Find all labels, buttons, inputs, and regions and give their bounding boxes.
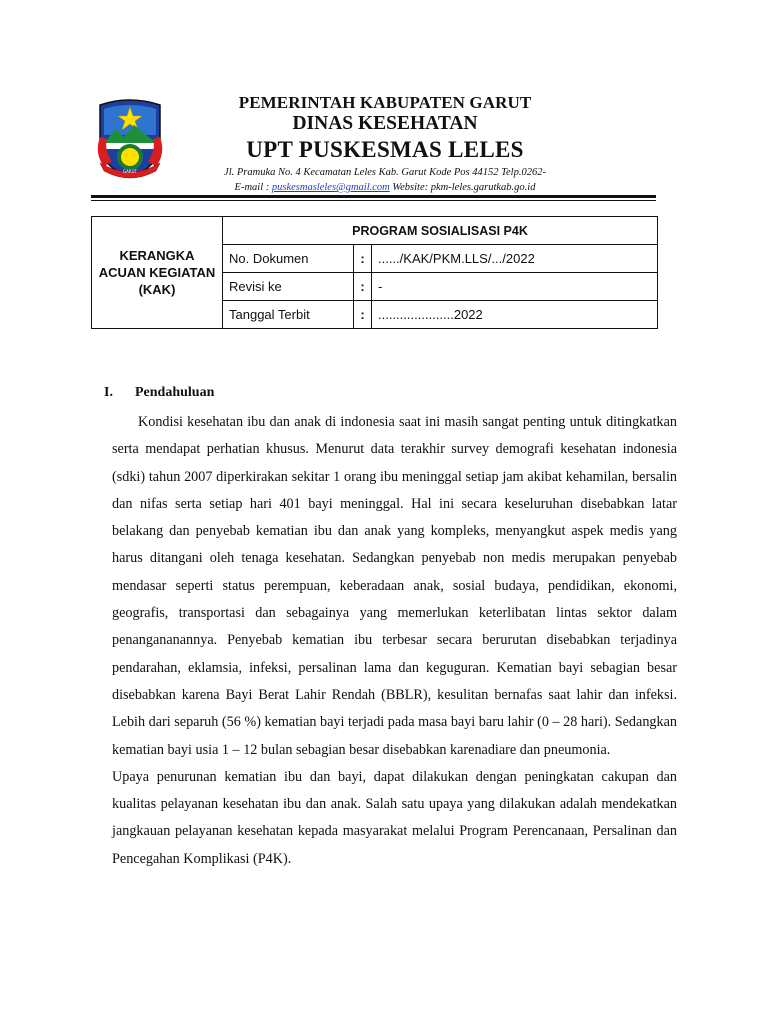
letterhead xyxy=(170,92,600,194)
colon: : xyxy=(354,273,372,301)
section-number: I. xyxy=(104,385,113,400)
paragraph: Kondisi kesehatan ibu dan anak di indonesia saat ini masih sangat penting untuk ditingkatkan serta mendapat perhatian khusus. Menurut data terakhir survey demografi kesehatan indonesia (sdki) tahun 2007 diperkirakan sekitar 1 orang ibu meninggal setiap jam akibat kehamilan, bersalin dan nifas serta setiap hari 401 bayi meninggal. Hal ini secara keseluruhan disebabkan latar belakang dan penyebab kematian ibu dan anak yang kompleks, menyangkut aspek medis yang harus ditangani oleh tenaga kesehatan. Sedangkan penyebab non medis merupakan penyebab mendasar seperti status perempuan, keberadaan anak, sosial budaya, pendidikan, ekonomi, geografis, transportasi dan sebagainya yang memerlukan keterlibatan lintas sektor dalam penangananannya. Penyebab kematian ibu terbesar secara berurutan disebabkan terjadinya pendarahan, eklamsia, infeksi, persalinan lama dan keguguran. Kematian bayi sebagian besar disebabkan karena Bayi Berat Lahir Rendah (BBLR), kesulitan bernafas saat lahir dan infeksi. Lebih dari separuh (56 %) kematian bayi terjadi pada masa bayi baru lahir (0 – 28 hari). Sedangkan kematian bayi usia 1 – 12 bulan sebagian besar disebabkan karenadiare dan pneumonia. xyxy=(112,414,677,758)
government-name: PEMERINTAH KABUPATEN GARUT xyxy=(238,93,532,112)
letterhead-divider-thick xyxy=(91,195,656,198)
agency-name: DINAS KESEHATAN xyxy=(292,113,478,134)
section-title: Pendahuluan xyxy=(135,385,215,400)
paragraph: Upaya penurunan kematian ibu dan bayi, dapat dilakukan dengan peningkatan cakupan dan kualitas pelayanan kesehatan ibu dan anak. Salah satu upaya yang dilakukan adalah mendekatkan jangkauan pelayanan kesehatan kepada masyarakat melalui Program Perencanaan, Persalinan dan Pencegahan Komplikasi (P4K). xyxy=(112,768,677,867)
section-body xyxy=(112,409,677,873)
program-title: PROGRAM SOSIALISASI P4K xyxy=(223,217,658,245)
issue-date-value: .....................2022 xyxy=(372,301,658,329)
svg-text:GARUT: GARUT xyxy=(123,169,137,174)
colon: : xyxy=(354,301,372,329)
document-info-table xyxy=(91,216,658,329)
address-line: Jl. Pramuka No. 4 Kecamatan Leles Kab. Garut Kode Pos 44152 Telp.0262- xyxy=(224,167,546,178)
kak-title-cell: KERANGKA ACUAN KEGIATAN (KAK) xyxy=(92,217,223,329)
document-number-value: ....../KAK/PKM.LLS/.../2022 xyxy=(372,245,658,273)
letterhead-divider-thin xyxy=(91,200,656,201)
contact-line xyxy=(170,182,600,194)
document-number-label: No. Dokumen xyxy=(223,245,354,273)
revision-value: - xyxy=(372,273,658,301)
colon: : xyxy=(354,245,372,273)
unit-name: UPT PUSKESMAS LELES xyxy=(246,137,524,162)
website-text: Website: pkm-leles.garutkab.go.id xyxy=(389,182,536,193)
revision-label: Revisi ke xyxy=(223,273,354,301)
section-heading xyxy=(104,385,214,401)
garut-regency-logo xyxy=(94,97,166,179)
issue-date-label: Tanggal Terbit xyxy=(223,301,354,329)
email-label: E-mail : xyxy=(234,182,272,193)
email-link[interactable]: puskesmasleles@gmail.com xyxy=(271,182,390,193)
